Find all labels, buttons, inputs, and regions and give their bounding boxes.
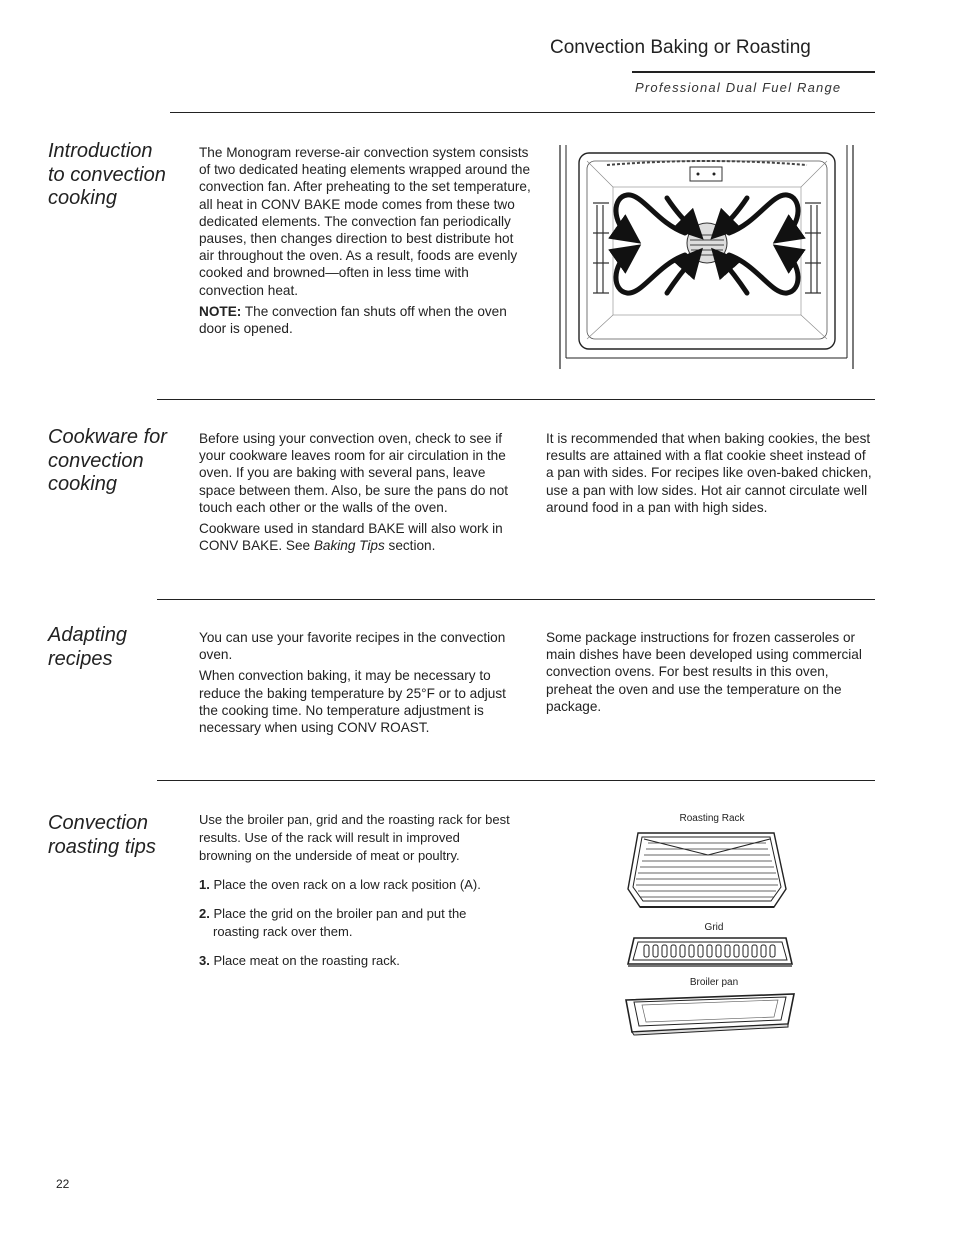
adapting-col1: [199, 629, 511, 740]
step-text: Place the grid on the broiler pan and put the roasting rack over them.: [209, 906, 467, 939]
section-divider: [157, 599, 875, 600]
cookware-paragraph-2: [199, 520, 517, 554]
roasting-step: [199, 876, 514, 894]
intro-body: [199, 144, 531, 341]
roasting-body: [199, 811, 514, 981]
step-number: 2.: [199, 906, 210, 921]
cookware-p2-end: section.: [384, 538, 436, 554]
page-subtitle: Professional Dual Fuel Range: [635, 80, 842, 95]
broiler-pan-label: Broiler pan: [689, 977, 739, 988]
adapting-paragraph-1: You can use your favorite recipes in the convection oven.: [199, 630, 506, 663]
section-title-intro: Introduction to convection cooking: [48, 140, 166, 209]
section-divider: [157, 780, 875, 781]
roasting-rack-illustration: [624, 827, 790, 913]
step-number: 1.: [199, 877, 210, 892]
step-text: Place meat on the roasting rack.: [209, 953, 400, 968]
adapting-paragraph-3: Some package instructions for frozen casseroles or main dishes have been developed using commercial convection ovens. For best results in this oven, preheat the oven and use the temperature on the package.: [546, 630, 862, 714]
roasting-step: [199, 952, 514, 970]
roasting-intro: Use the broiler pan, grid and the roasting rack for best results. Use of the rack will result in improved browning on the underside of meat or poultry.: [199, 812, 510, 863]
section-divider: [157, 399, 875, 400]
grid-illustration: [626, 934, 794, 970]
adapting-col2: [546, 629, 872, 719]
cookware-p2-text: Cookware used in standard BAKE will also work in CONV BAKE. See: [199, 521, 503, 554]
note-label: NOTE:: [199, 303, 242, 319]
oven-convection-illustration: [557, 143, 857, 371]
adapting-paragraph-2: When convection baking, it may be necessary to reduce the baking temperature by 25°F or to adjust the cooking time. No temperature adjustment is necessary when using CONV ROAST.: [199, 668, 506, 736]
section-title-roasting: Convection roasting tips: [48, 812, 156, 858]
cookware-paragraph-3: It is recommended that when baking cookies, the best results are attained with a flat cookie sheet instead of a pan with sides. For recipes like oven-baked chicken, use a pan with low sides. Hot air cannot circulate well around food in a pan with high sides.: [546, 431, 872, 515]
section-divider: [170, 112, 875, 113]
step-text: Place the oven rack on a low rack position (A).: [209, 877, 481, 892]
roasting-rack-label: Roasting Rack: [679, 813, 745, 824]
page-title: Convection Baking or Roasting: [550, 37, 811, 58]
cookware-col1: [199, 430, 517, 558]
page-number: 22: [56, 1177, 70, 1191]
baking-tips-reference: Baking Tips: [313, 538, 385, 554]
cookware-col2: [546, 430, 874, 520]
section-title-cookware: Cookware for convection cooking: [48, 426, 167, 495]
grid-label: Grid: [704, 922, 724, 933]
roasting-step: [199, 905, 514, 941]
broiler-pan-illustration: [622, 990, 798, 1036]
step-number: 3.: [199, 953, 210, 968]
intro-paragraph: The Monogram reverse-air convection system consists of two dedicated heating elements wrapped around the convection fan. After preheating to the set temperature, all heat in CONV BAKE mode comes from these two dedicated elements. The convection fan periodically pauses, then changes direction to best distribute hot air throughout the oven. As a result, foods are evenly cooked and browned—often in less time with convection heat.: [199, 145, 531, 298]
note-text: The convection fan shuts off when the oven door is opened.: [199, 303, 507, 337]
section-title-adapting: Adapting recipes: [48, 624, 127, 670]
intro-note: [199, 303, 531, 337]
cookware-paragraph-1: Before using your convection oven, check to see if your cookware leaves room for air circulation in the oven. If you are baking with several pans, leave space between them. Also, be sure the pans do not touch each other or the walls of the oven.: [199, 431, 509, 515]
header-rule: [632, 71, 875, 73]
